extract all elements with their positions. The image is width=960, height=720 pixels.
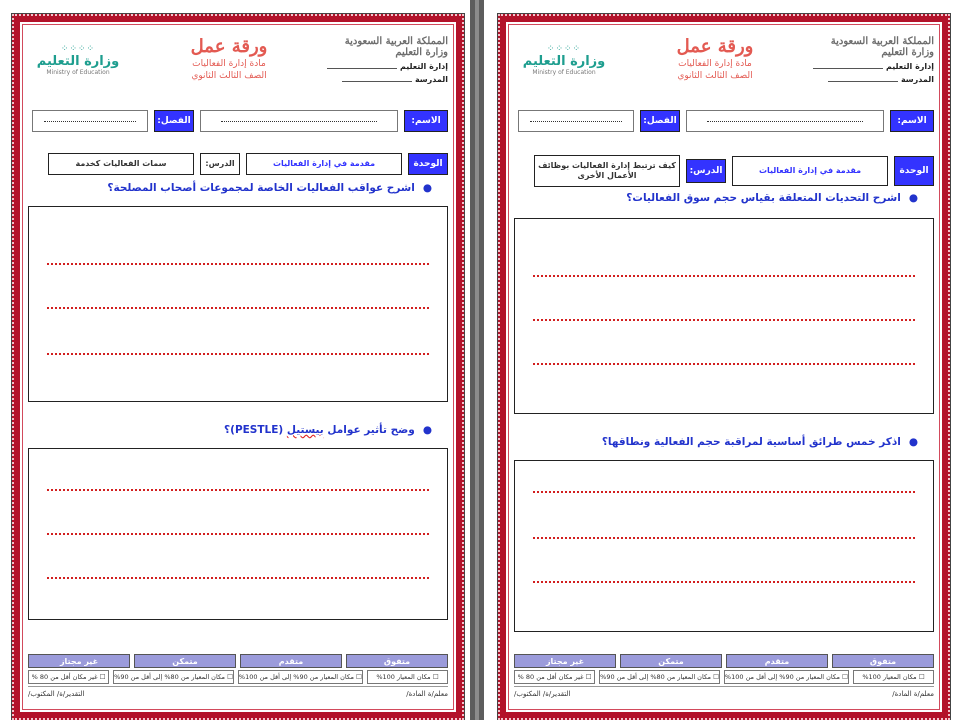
teacher-field: معلم/ة المادة/ (406, 690, 448, 698)
rubric-checkbox[interactable]: ☐ مكان المعيار من 80% إلى أقل من 90% (113, 670, 234, 684)
question-1: ●اشرح التحديات المتعلقة بقياس حجم سوق الفعاليات؟ (626, 192, 918, 204)
name-label: الاسم: (890, 110, 934, 132)
rubric-footer (514, 686, 934, 698)
signature-field: التقدير/ة/ المكتوب/ (514, 690, 571, 698)
rubric-checkbox[interactable]: ☐ مكان المعيار من 90% إلى أقل من 100% (238, 670, 363, 684)
unit-row (28, 152, 448, 176)
unit-label: الوحدة (894, 156, 934, 186)
answer-box-2[interactable] (514, 460, 934, 632)
rubric-footer (28, 686, 448, 698)
question-2: ●اذكر خمس طرائق أساسية لمراقبة حجم الفعالية ونطاقها؟ (601, 436, 918, 448)
lesson-label: الدرس: (686, 159, 726, 183)
question-2: ●وضح تأثير عوامل بيستيل (PESTLE)؟ (224, 424, 432, 436)
lesson-label: الدرس: (200, 153, 240, 175)
teacher-field: معلم/ة المادة/ (892, 690, 934, 698)
title-block (624, 36, 806, 82)
kingdom-logo: المملكة العربية السعودية (830, 36, 934, 47)
rubric-checkbox[interactable]: ☐ مكان المعيار 100% (853, 670, 934, 684)
class-input[interactable] (518, 110, 634, 132)
title-block (138, 36, 320, 82)
kingdom-logo: المملكة العربية السعودية (344, 36, 448, 47)
unit-value: مقدمة في إدارة الفعاليات (732, 156, 888, 186)
grade-label: الصف الثالث الثانوي (677, 71, 753, 81)
rubric-checkbox[interactable]: ☐ غير مكان أقل من 80 % (28, 670, 109, 684)
grade-label: الصف الثالث الثانوي (191, 71, 267, 81)
ministry-logo: ⁘⁘⁘⁘ وزارة التعليم Ministry of Education (28, 44, 128, 76)
subject-label: مادة إدارة الفعاليات (678, 59, 752, 69)
sheet-title: ورقة عمل (676, 36, 754, 57)
worksheet-left (12, 14, 464, 720)
ministry-emblem-icon: ⁘⁘⁘⁘ (60, 44, 96, 54)
sheet-title: ورقة عمل (190, 36, 268, 57)
school-field: المدرسة (330, 75, 448, 84)
school-field: المدرسة (816, 75, 934, 84)
kingdom-logo-sub: وزارة التعليم (881, 47, 934, 58)
sheet-header (514, 36, 934, 102)
bullet-icon: ● (422, 182, 432, 194)
signature-field: التقدير/ة/ المكتوب/ (28, 690, 85, 698)
lesson-value: كيف ترتبط إدارة الفعاليات بوظائف الأعمال الأخرى (534, 155, 680, 187)
rubric-checkbox[interactable]: ☐ مكان المعيار من 80% إلى أقل من 90% (599, 670, 720, 684)
class-label: الفصل: (154, 110, 194, 132)
ministry-emblem-icon: ⁘⁘⁘⁘ (546, 44, 582, 54)
answer-box-1[interactable] (28, 206, 448, 402)
rubric-header-row: متفوق متقدم متمكن غير مجتاز (28, 654, 448, 668)
unit-value: مقدمة في إدارة الفعاليات (246, 153, 402, 175)
lesson-value: سمات الفعاليات كخدمة (48, 153, 194, 175)
name-row (28, 110, 448, 132)
unit-label: الوحدة (408, 153, 448, 175)
bullet-icon: ● (908, 192, 918, 204)
kingdom-logo-sub: وزارة التعليم (395, 47, 448, 58)
rubric-checkbox[interactable]: ☐ غير مكان أقل من 80 % (514, 670, 595, 684)
bullet-icon: ● (908, 436, 918, 448)
answer-box-1[interactable] (514, 218, 934, 414)
question-1: ●اشرح عواقب الفعاليات الخاصة لمجموعات أصحاب المصلحة؟ (107, 182, 432, 194)
education-admin-field: إدارة التعليم (816, 62, 934, 71)
class-label: الفصل: (640, 110, 680, 132)
education-admin-field: إدارة التعليم (330, 62, 448, 71)
name-label: الاسم: (404, 110, 448, 132)
unit-row (514, 154, 934, 188)
name-input[interactable] (686, 110, 884, 132)
answer-box-2[interactable] (28, 448, 448, 620)
class-input[interactable] (32, 110, 148, 132)
ministry-logo: ⁘⁘⁘⁘ وزارة التعليم Ministry of Education (514, 44, 614, 76)
subject-label: مادة إدارة الفعاليات (192, 59, 266, 69)
rubric-table (28, 654, 448, 706)
kingdom-block (816, 36, 934, 84)
bullet-icon: ● (422, 424, 432, 436)
sheet-header (28, 36, 448, 102)
rubric-table (514, 654, 934, 706)
worksheet-right (498, 14, 950, 720)
page-divider (470, 0, 484, 720)
rubric-checkbox[interactable]: ☐ مكان المعيار من 90% إلى أقل من 100% (724, 670, 849, 684)
rubric-criteria-row (514, 670, 934, 684)
rubric-header-row: متفوق متقدم متمكن غير مجتاز (514, 654, 934, 668)
name-row (514, 110, 934, 132)
rubric-checkbox[interactable]: ☐ مكان المعيار 100% (367, 670, 448, 684)
name-input[interactable] (200, 110, 398, 132)
kingdom-block (330, 36, 448, 84)
rubric-criteria-row (28, 670, 448, 684)
